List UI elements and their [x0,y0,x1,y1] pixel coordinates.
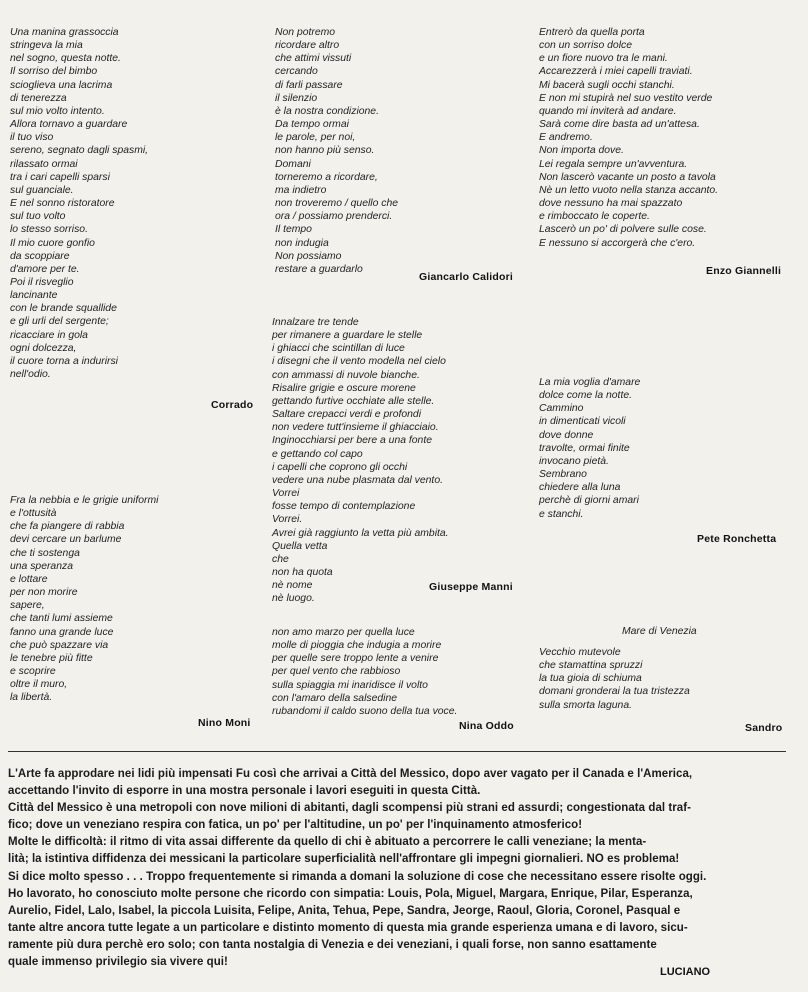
poem-line: vedere una nube plasmata dal vento. [272,474,443,486]
poem-line: Lei regala sempre un'avventura. [539,158,688,170]
poem-line: e stanchi. [539,508,584,520]
poem-line: Vorrei [272,488,300,500]
poem-corrado [10,26,148,381]
poem-line: di farli passare [275,79,343,91]
poem-title-mare-di-venezia: Mare di Venezia [622,626,697,637]
poem-line: Poi il risveglio [10,276,74,288]
poem-line: per quelle sere troppo lente a venire [272,653,439,665]
poem-line: e rimboccato le coperte. [539,211,650,223]
poem-line: Nè un letto vuoto nella stanza accanto. [539,184,719,196]
poem-line: che stamattina spruzzi [539,660,643,672]
poem-line: con ammassi di nuvole bianche. [272,369,420,381]
prose-line: Molte le difficoltà: il ritmo di vita assai differente da quello di chi è abituato a percorrere le calli veneziane; la menta- [8,836,647,849]
poem-line: dolce come la notte. [539,390,632,402]
poem-line: Domani [275,158,311,170]
author-moni: Nino Moni [198,717,251,729]
poem-line: lo stesso sorriso. [10,224,88,236]
prose-line: lità; la istintiva diffidenza dei messicani la particolare superficialità nell'affrontare gli impegni giornalieri. NO es problema! [8,853,680,866]
poem-line: il tuo viso [10,132,54,144]
prose-line: quale immenso privilegio sia vivere qui! [8,956,228,969]
author-sandro: Sandro [745,722,783,734]
poem-line: una speranza [10,560,73,572]
poem-line: Inginocchiarsi per bere a una fonte [272,435,433,447]
poem-line: i ghiacci che scintillan di luce [272,343,405,355]
poem-line: per rimanere a guardare le stelle [272,330,423,342]
poem-line: non vedere tutt'insieme il ghiacciaio. [272,422,439,434]
poem-line: che attimi vissuti [275,53,352,65]
poem-line: la tua gioia di schiuma [539,673,642,685]
poem-line: fosse tempo di contemplazione [272,501,416,513]
author-giannelli: Enzo Giannelli [706,265,782,277]
poem-line: sapere, [10,600,45,612]
poem-line: i capelli che coprono gli occhi [272,461,408,473]
poem-sandro [539,646,690,712]
poem-line: chiedere alla luna [539,482,621,494]
author-calidori: Giancarlo Calidori [419,271,514,283]
poem-ronchetta [539,376,640,521]
poem-line: scioglieva una lacrima [10,79,113,91]
poem-line: cercando [275,66,318,78]
poem-line: invocano pietà. [539,455,609,467]
poem-line: con l'amaro della salsedine [272,692,398,704]
poem-line: Allora tornavo a guardare [10,119,128,131]
poem-line: Innalzare tre tende [272,317,359,328]
poem-line: non ha quota [272,566,333,578]
poem-line: dove donne [539,429,594,441]
poem-moni [10,494,158,705]
poem-line: il cuore torna a indurirsi [10,355,118,367]
poem-line: Il tempo [275,224,312,236]
poem-line: ogni dolcezza, [10,342,77,354]
poem-line: non indugia [275,237,329,249]
poem-line: molle di pioggia che indugia a morire [272,640,442,652]
poem-line: e l'ottusità [10,508,57,520]
section-divider [8,751,786,752]
poem-line: nell'odio. [10,369,51,381]
poem-line: travolte, ormai finite [539,442,630,454]
poem-line: non hanno più senso. [275,145,375,157]
poem-line: sulla smorta laguna. [539,699,632,711]
prose-line: fico; dove un veneziano respira con fatica, un po' per l'altitudine, un po' per l'inquinamento atmosferico! [8,819,583,832]
poem-line: ora / possiamo prenderci. [275,211,393,223]
poem-line: restare a guardarlo [275,263,363,275]
poem-line: Accarezzerà i miei capelli traviati. [539,66,693,78]
poem-line: Vecchio mutevole [539,647,621,658]
poem-line: E nel sonno ristoratore [10,198,115,210]
author-manni: Giuseppe Manni [429,581,513,593]
poem-line: domani gronderai la tua tristezza [539,686,690,698]
poem-line: perchè di giorni amari [539,495,639,507]
poem-line: Il sorriso del bimbo [10,66,98,78]
poem-line: Non lascerò vacante un posto a tavola [539,171,716,183]
poem-calidori [275,26,398,276]
poem-line: che [272,553,289,565]
poem-line: per quel vento che rabbioso [272,666,401,678]
poem-line: devi cercare un barlume [10,534,122,546]
poem-line: da scoppiare [10,250,70,262]
poem-line: con un sorriso dolce [539,40,632,52]
poem-line: rubandomi il caldo suono della tua voce. [272,705,458,717]
author-ronchetta: Pete Ronchetta [697,533,777,545]
poem-line: Risalire grigie e oscure morene [272,382,416,394]
poem-line: le parole, per noi, [275,132,356,144]
poem-line: che ti sostenga [10,547,80,559]
prose-line: L'Arte fa approdare nei lidi più impensati Fu così che arrivai a Città del Messico, dopo aver vagato per il Canada e l'America, [8,768,693,780]
author-oddo: Nina Oddo [459,720,514,732]
poem-line: non troveremo / quello che [275,198,399,210]
prose-line: Ho lavorato, ho conosciuto molte persone che ricordo con simpatia: Louis, Pola, Miguel, Margara, Enrique, Pilar, Esperanza, [8,887,693,900]
poem-line: Non importa dove. [539,145,624,157]
poem-line: sulla spiaggia mi inaridisce il volto [272,679,428,691]
signature: LUCIANO [660,966,711,978]
poem-line: ricordare altro [275,40,340,52]
poem-line: Cammino [539,403,584,415]
poem-line: e scoprire [10,666,56,678]
poem-line: Mi bacerà sugli occhi stanchi. [539,79,675,91]
poem-line: d'amore per te. [10,263,80,275]
poem-line: e lottare [10,573,48,585]
poem-line: ricacciare in gola [10,329,88,341]
poem-line: Quella vetta [272,540,328,552]
poem-line: E nessuno si accorgerà che c'ero. [539,237,696,249]
poem-line: Entrerò da quella porta [539,27,645,38]
poem-line: per non morire [10,587,78,599]
poem-line: torneremo a ricordare, [275,171,378,183]
poem-line: La mia voglia d'amare [539,377,641,388]
poem-line: Non potremo [275,27,336,38]
poem-line: ma indietro [275,184,327,196]
poem-line: Una manina grassoccia [10,27,119,38]
poem-line: Non possiamo [275,250,342,262]
prose-line: Aurelio, Fidel, Lalo, Isabel, la piccola Luisita, Felipe, Anita, Tehua, Pepe, Sandra, Jeorge, Raoul, Gloria, Coronel, Pasqual e [8,904,681,917]
prose-line: Città del Messico è una metropoli con nove milioni di abitanti, dagli scompensi più strani ed assurdi; congestionata dal traf- [8,802,691,815]
poem-line: non amo marzo per quella luce [272,627,415,638]
poem-line: lancinante [10,290,58,302]
poem-line: gettando furtive occhiate alle stelle. [272,395,435,407]
poem-line: dove nessuno ha mai spazzato [539,198,683,210]
poem-oddo [272,626,457,718]
poem-line: Saltare crepacci verdi e profondi [272,409,422,421]
poem-line: Il mio cuore gonfio [10,237,95,249]
poem-line: Lascerò un po' di polvere sulle cose. [539,224,707,236]
poem-line: e un fiore nuovo tra le mani. [539,53,668,65]
poem-line: fanno una grande luce [10,626,114,638]
poem-line: le tenebre più fitte [10,652,93,664]
poem-line: con le brande squallide [10,303,117,315]
poem-line: che può spazzare via [10,639,109,651]
poem-line: tra i cari capelli sparsi [10,171,110,183]
poem-line: E non mi stupirà nel suo vestito verde [539,92,713,104]
author-corrado: Corrado [211,399,254,411]
poem-line: la libertà. [10,692,53,704]
poem-line: Fra la nebbia e le grigie uniformi [10,495,159,506]
poem-line: nè nome [272,580,313,592]
poem-line: sul tuo volto [10,211,66,223]
prose-text [8,766,788,971]
poem-manni [272,316,449,605]
poem-line: sul mio volto intento. [10,105,105,117]
prose-line: tante altre ancora tutte legate a un particolare e distinto momento di questa mia grande esperienza umana e di lavoro, sicu- [8,921,688,934]
poem-line: che fa piangere di rabbia [10,521,125,533]
poem-line: rilassato ormai [10,158,78,170]
poem-line: di tenerezza [10,92,67,104]
poem-line: il silenzio [275,92,318,104]
poem-line: Vorrei. [272,514,303,526]
poem-line: sul guanciale. [10,184,74,196]
poem-line: nel sogno, questa notte. [10,53,121,65]
poem-line: è la nostra condizione. [275,105,379,117]
prose-line: ramente più dura perchè ero solo; con tanta nostalgia di Venezia e dei veneziani, i quali forse, non sanno esattamente [8,938,657,951]
poem-line: sereno, segnato dagli spasmi, [10,145,149,157]
poem-line: nè luogo. [272,593,315,605]
poem-line: stringeva la mia [10,40,83,52]
poem-line: quando mi inviterà ad andare. [539,105,677,117]
poem-line: i disegni che il vento modella nel cielo [272,356,446,368]
prose-line: accettando l'invito di esporre in una mostra personale i lavori eseguiti in questa Città. [8,785,481,798]
poem-line: Da tempo ormai [275,119,349,131]
poem-line: Sarà come dire basta ad un'attesa. [539,119,700,131]
poem-line: e gettando col capo [272,448,363,460]
poem-line: E andremo. [539,132,593,144]
poem-line: in dimenticati vicoli [539,416,626,428]
poem-line: Sembrano [539,469,587,481]
poem-line: che tanti lumi assieme [10,613,113,625]
poem-line: oltre il muro, [10,679,68,691]
poem-line: Avrei già raggiunto la vetta più ambita. [272,527,449,539]
prose-line: Si dice molto spesso . . . Troppo frequentemente si rimanda a domani la soluzione di cose che necessitano essere risolte oggi. [8,870,707,883]
poem-giannelli [539,26,718,250]
poem-line: e gli urli del sergente; [10,316,109,328]
